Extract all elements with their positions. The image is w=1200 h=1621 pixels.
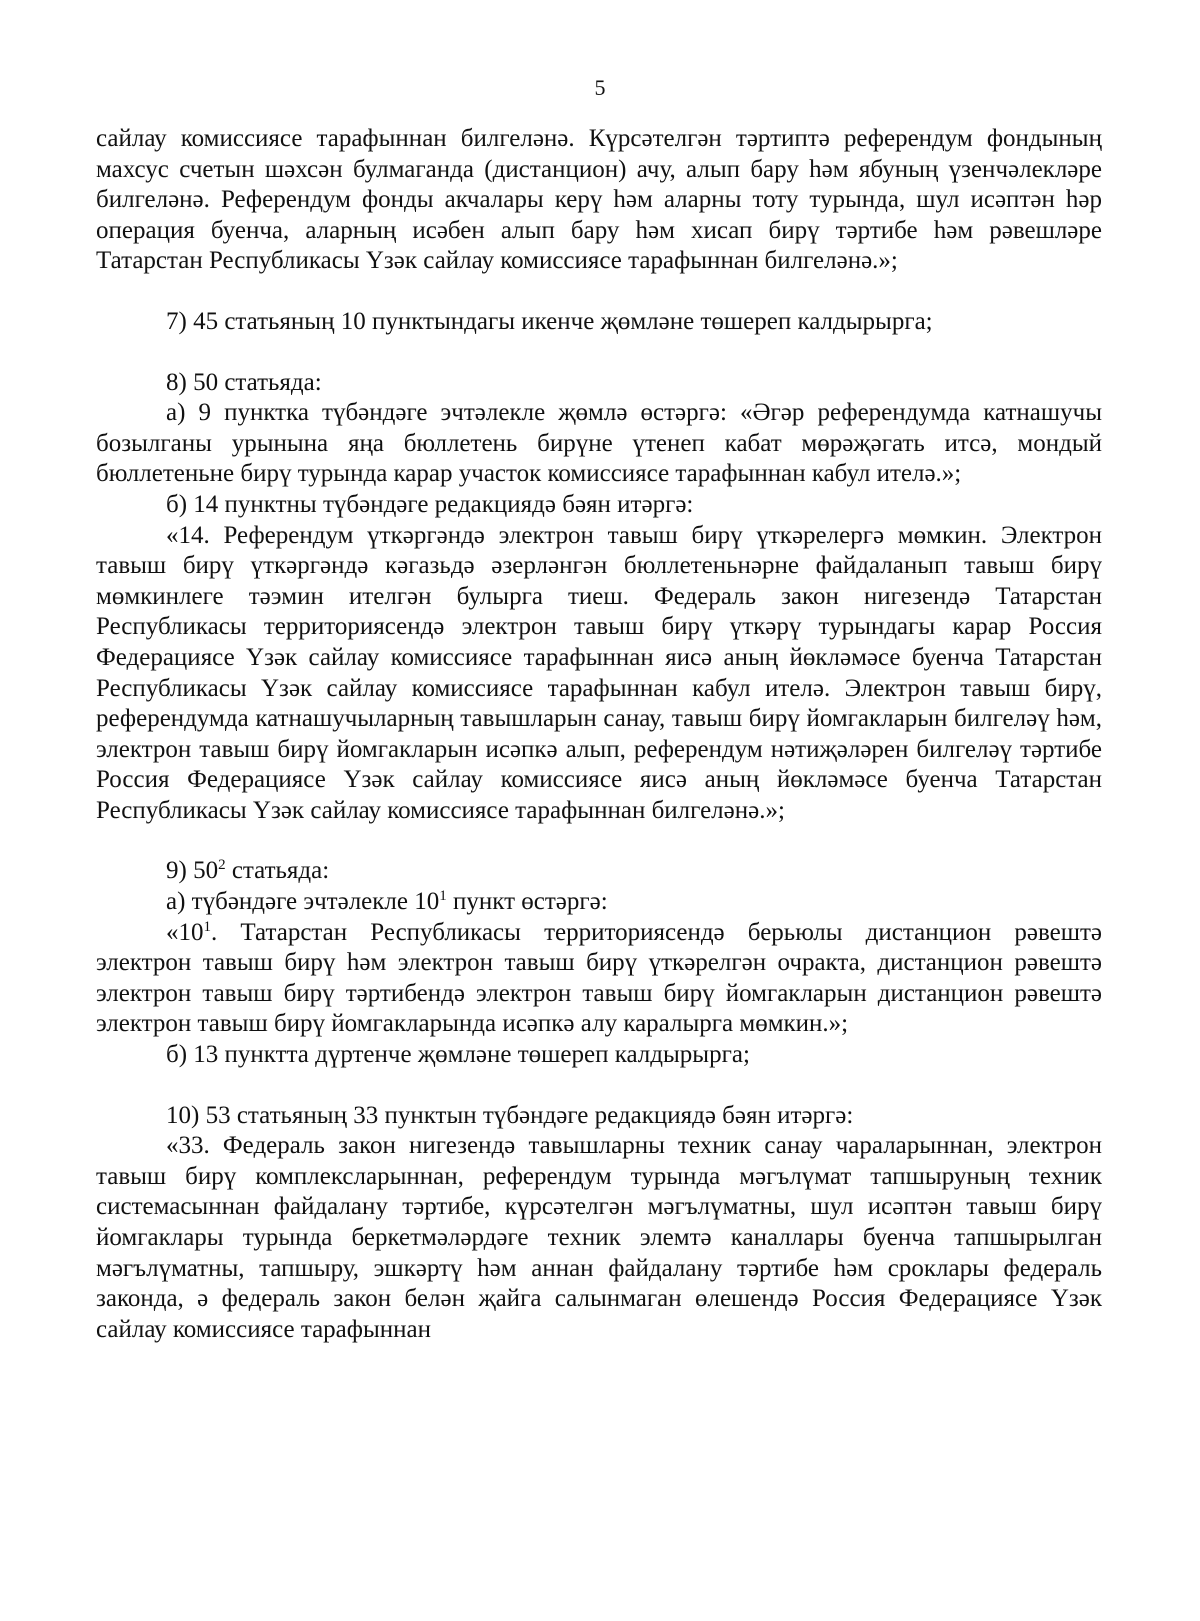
- spacer: [96, 1071, 1102, 1101]
- text-run: 9) 50: [166, 857, 219, 885]
- paragraph: а) 9 пунктка түбәндәге эчтәлекле җөмлә өстәргә: «Әгәр референдумда катнашучы бозылганы урынына яңа бюллетень бирүне үтенеп кабат мөрәҗәгать итсә, мондый бюллетеньне бирү турында карар участок комиссиясе тарафыннан кабул ителә.»;: [96, 399, 1102, 488]
- spacer: [96, 338, 1102, 368]
- paragraph: [96, 918, 1102, 1040]
- paragraph: 8) 50 статьяда:: [166, 368, 322, 396]
- page-number: 5: [594, 75, 606, 100]
- text-run: а) түбәндәге эчтәлекле 10: [166, 888, 440, 916]
- superscript: 1: [439, 888, 447, 905]
- paragraph: [96, 887, 1102, 918]
- paragraph: [96, 856, 1102, 887]
- spacer: [96, 826, 1102, 856]
- text-run: пункт өстәргә:: [446, 888, 608, 916]
- paragraph: сайлау комиссиясе тарафыннан билгеләнә. Күрсәтелгән тәртиптә референдум фондының махсус счетын шәхсән булмаганда (дистанцион) ачу, алып бару һәм ябуның үзенчәлекләре билгеләнә. Референдум фонды акчалары керү һәм аларны тоту турында, шул исәптән һәр операция буенча, аларның исәбен алып бару һәм хисап бирү тәртибе һәм рәвешләре Татарстан Республикасы Үзәк сайлау комиссиясе тарафыннан билгеләнә.»;: [96, 125, 1102, 275]
- paragraph: б) 13 пунктта дүртенче җөмләне төшереп калдырырга;: [166, 1041, 750, 1069]
- paragraph: «33. Федераль закон нигезендә тавышларны техник санау чараларыннан, электрон тавыш бирү комплексларыннан, референдум турында мәгълүмат тапшыруның техник системасыннан файдалану тәртибе, күрсәтелгән мәгълүматны, шул исәптән тавыш бирү йомгаклары турында беркетмәләрдәге техник элемтә каналлары буенча тапшырылган мәгълүматны, тапшыру, эшкәртү һәм аннан файдалану тәртибе һәм сроклары федераль законда, ә федераль закон белән җайга салынмаган өлешендә Россия Федерациясе Үзәк сайлау комиссиясе тарафыннан: [96, 1132, 1102, 1343]
- paragraph: 7) 45 статьяның 10 пунктындагы икенче җөмләне төшереп калдырырга;: [166, 307, 933, 335]
- paragraph: «14. Референдум үткәргәндә электрон тавыш бирү үткәрелергә мөмкин. Электрон тавыш бирү үткәргәндә кәгазьдә әзерләнгән бюллетеньнәрне файдаланып тавыш бирү мөмкинлеге тәэмин ителгән булырга тиеш. Федераль закон нигезендә Татарстан Республикасы территориясендә электрон тавыш бирү үткәрү турындагы карар Россия Федерациясе Үзәк сайлау комиссиясе тарафыннан яисә аның йөкләмәсе буенча Татарстан Республикасы Үзәк сайлау комиссиясе тарафыннан кабул ителә. Электрон тавыш бирү, референдумда катнашучыларның тавышларын санау, тавыш бирү йомгакларын билгеләү һәм, электрон тавыш бирү йомгакларын исәпкә алып, референдум нәтиҗәләрен билгеләү тәртибе Россия Федерациясе Үзәк сайлау комиссиясе яисә аның йөкләмәсе буенча Татарстан Республикасы Үзәк сайлау комиссиясе тарафыннан билгеләнә.»;: [96, 521, 1102, 824]
- text-run: . Татарстан Республикасы территориясендә берьюлы дистанцион рәвештә электрон тавыш бирү һәм электрон тавыш бирү үткәрелгән очракта, дистанцион рәвештә электрон тавыш бирү тәртибендә электрон тавыш бирү йомгакларын дистанцион рәвештә электрон тавыш бирү йомгакларында исәпкә алу каралырга мөмкин.»;: [96, 918, 1102, 1038]
- document-body: [96, 124, 1102, 1345]
- spacer: [96, 277, 1102, 307]
- text-run: «10: [166, 918, 204, 946]
- text-run: статьяда:: [225, 857, 330, 885]
- paragraph: 10) 53 статьяның 33 пунктын түбәндәге редакциядә бәян итәргә:: [166, 1101, 854, 1129]
- superscript: 2: [218, 857, 226, 874]
- paragraph: б) 14 пунктны түбәндәге редакциядә бәян итәргә:: [166, 490, 694, 518]
- superscript: 1: [203, 918, 211, 935]
